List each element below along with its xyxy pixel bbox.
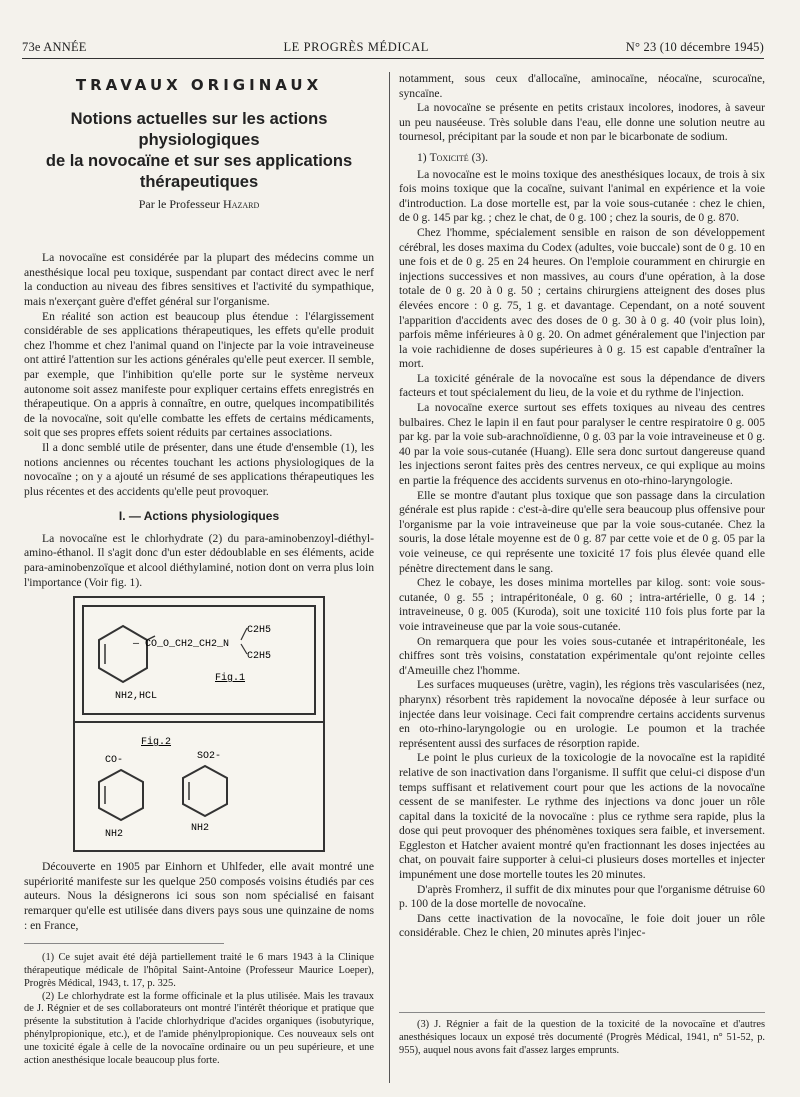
- discovery-paragraph: Découverte en 1905 par Einhorn et Uhlfeder, elle avait montré une supériorité manifeste sur les quelque 250 composés voisins étudiés par ces auteurs. Nous la désignerons ici sous son nom spécialisé en faisant remarquer qu'elle est utilisée dans divers pays sous une quinzaine de noms : en France,: [24, 860, 374, 932]
- toxicity-paragraph-1: La novocaïne est le moins toxique des anesthésiques locaux, de trois à six fois moins toxique que la cocaïne, suivant l'animal en expérience et la voie d'introduction. La dose mortelle est, par la voie sous-cutanée : chez le chien, de 0 g. 145 par kg. ; chez le chat, de 0 g. 100 ; chez la souris, de 0 g. 870.: [399, 167, 765, 225]
- footnote-1: (1) Ce sujet avait été déjà partiellement traité le 6 mars 1943 à la Clinique thérapeutique médicale de l'hôpital Saint-Antoine (Professeur Maurice Loeper), Progrès Médical, 1943, t. 17, p. 325.: [24, 952, 374, 989]
- physical-properties: La novocaïne se présente en petits cristaux incolores, inodores, à saveur un peu nauséeuse. Très soluble dans l'eau, elle donne une solution neutre au tournesol, précipitant par la soude et non par le bicarbonate de sodium.: [399, 101, 765, 144]
- chemical-figure: [73, 596, 325, 852]
- author-name: Hazard: [223, 196, 260, 211]
- author-prefix: Par le Professeur: [138, 196, 221, 211]
- ester-chain: — CO_O_CH2_CH2_N: [133, 639, 230, 651]
- intro-paragraph-1: La novocaïne est considérée par la plupart des médecins comme un anesthésique local peu toxique, suspendant par contact direct avec le nerf la conduction au niveau des fibres sensitives et l'activité du sympathique, mais n'exerçant guère d'effet général sur l'organisme.: [24, 251, 374, 308]
- ethyl-group-bottom: C2H5: [247, 651, 272, 663]
- fig1-label: Fig.1: [215, 673, 246, 685]
- header-rule: [22, 58, 764, 59]
- column-divider: [389, 72, 390, 1083]
- amine-salt-label: NH2,HCL: [115, 691, 158, 703]
- section-heading: I. — Actions physiologiques: [118, 509, 280, 524]
- right-column: [399, 72, 765, 941]
- footnote-rule: [24, 943, 224, 944]
- chemistry-paragraph: La novocaïne est le chlorhydrate (2) du para-aminobenzoyl-diéthyl-amino-éthanol. Il s'agit donc d'un ester dédoublable en ses éléments, acide para-aminobenzoïque et alcool diéthylaminé, notion dont on verra plus loin l'importance (Voir fig. 1).: [24, 531, 374, 589]
- toxicity-reference: (3).: [471, 150, 488, 164]
- intro-paragraph-2: En réalité son action est beaucoup plus étendue : l'élargissement considérable de ses applications thérapeutiques, les effets qu'elle produit chez l'homme et chez l'animal quand on l'injecte par la voie intraveineuse ont attiré l'attention sur les actions générales qu'elle peut exercer. Il semble, par exemple, que l'inhibition qu'elle porte sur le système nerveux autonome soit assez manifeste pour expliquer certains effets enregistrés en thérapeutique. On a appris à connaître, en outre, quelques incompatibilités de la novocaïne, soit qu'elle combatte les effets de certains médicaments, soit que ses propres effets soient réduits par certaines associations.: [24, 309, 374, 440]
- toxicity-paragraph-6: Chez le cobaye, les doses minima mortelles par kilog. sont: voie sous-cutanée, 0 g. 55 ; intrapéritonéale, 0 g. 60 ; intra-artérielle, 0 g. 14 ; intraveineuse, 0 g. 005 (Kuroda), soit une toxicité 110 fois plus forte par la voie intraveineuse que par la voie sous-cutanée.: [399, 576, 765, 633]
- fig2-left-amine: NH2: [105, 829, 124, 841]
- toxicity-heading: [399, 151, 765, 166]
- volume-year: 73e ANNÉE: [22, 40, 87, 54]
- fig2-right-amine: NH2: [191, 823, 210, 835]
- footnote-2: (2) Le chlorhydrate est la forme officinale et la plus utilisée. Mais les travaux de J. Régnier et de ses collaborateurs ont montré l'intérêt théorique et pratique que présente la substitution à l'acide chlorhydrique d'acides organiques (isobutyrique, phénylpropionique, etc.), et de l'amide phénylpropionique. Ces nouveaux sels ont une toxicité égale à celle de la novocaïne ordinaire ou un peu supérieure, et une action anesthésique locale beaucoup plus forte.: [24, 990, 374, 1066]
- left-column: [24, 72, 374, 1067]
- intro-paragraph-3: Il a donc semblé utile de présenter, dans une étude d'ensemble (1), les notions anciennes ou récentes touchant les actions physiologiques de la novocaïne ; on y a ajouté un résumé de ses applications thérapeutiques les plus récentes et des accidents qu'elle peut provoquer.: [24, 440, 374, 498]
- fig2-label: Fig.2: [141, 737, 172, 749]
- footnotes-left: [24, 952, 374, 1067]
- toxicity-paragraph-7: On remarquera que pour les voies sous-cutanée et intrapéritonéale, les chiffres sont très voisins, constatation expérimentale qu'ont rejointe celles d'Ameuille chez l'homme.: [399, 634, 765, 677]
- toxicity-title: Toxicité: [429, 150, 469, 164]
- toxicity-paragraph-8: Les surfaces muqueuses (urètre, vagin), les régions très vascularisées (nez, pharynx) résorbent très rapidement la novocaïne déposée à leur surface ou injectée dans leur voisinage. Ceci fait comprendre certains accidents survenus en oto-rhino-laryngologie ou en urologie. Le poumon et la trachée représentent aussi des surfaces de résorption rapide.: [399, 678, 765, 750]
- fig2-right-group: SO2-: [197, 751, 222, 763]
- footnote-right: [399, 1012, 765, 1057]
- toxicity-paragraph-10: D'après Fromherz, il suffit de dix minutes pour que l'organisme détruise 60 p. 100 de la dose mortelle de novocaïne.: [399, 882, 765, 911]
- running-head: [22, 40, 764, 55]
- toxicity-paragraph-4: La novocaïne exerce surtout ses effets toxiques au niveau des centres bulbaires. Chez le lapin il en faut pour paralyser le centre respiratoire 0 g. 005 par kg. par la voie sub-arachnoïdienne, 0 g. 03 par la voie intraveineuse et 0 g. 40 par la voie sous-cutanée (Huang). Elle sera donc surtout dangereuse quand les injections seront faites près des centres nerveux, ce qui explique au moins en partie la fréquence des accidents survenus en oto-rhino-laryngologie.: [399, 401, 765, 488]
- toxicity-paragraph-3: La toxicité générale de la novocaïne est sous la dépendance de divers facteurs et tout spécialement du lieu, de la voie et du rythme de l'injection.: [399, 371, 765, 400]
- ethyl-group-top: C2H5: [247, 625, 272, 637]
- journal-name: LE PROGRÈS MÉDICAL: [283, 40, 429, 54]
- article-title-line-1: Notions actuelles sur les actions physiologiques: [70, 109, 328, 149]
- benzene-ring-fig1: [99, 626, 147, 682]
- footnote-3: (3) J. Régnier a fait de la question de la toxicité de la novocaïne et d'autres anesthésiques locaux un exposé très documenté (Progrès Médical, 1941, n° 51-52, p. 955), auquel nous avons fait d'assez larges emprunts.: [399, 1019, 765, 1056]
- toxicity-paragraph-5: Elle se montre d'autant plus toxique que son passage dans la circulation générale est plus rapide : c'est-à-dire qu'elle sera beaucoup plus offensive pour l'organisme par la voie intraveineuse que par la voie sous-cutanée. Chez la souris, la dose létale moyenne est de 0 g. 87 par cette voie et de 0 g. 05 par la voie veineuse, ce qui représente une toxicité 17 fois plus élevée quand elle pénètre directement dans le sang.: [399, 488, 765, 575]
- chemical-structure-drawing: [75, 598, 323, 850]
- toxicity-paragraph-9: Le point le plus curieux de la toxicologie de la novocaïne est la rapidité relative de son inactivation dans l'organisme. Il suffit que celui-ci dispose d'un temps suffisant et relativement court pour que les actions de la novocaïne cessent de se manifester. Le rythme des injections va donc jouer un rôle capital dans la toxicité de la novocaïne : plus ce rythme sera rapide, plus la dose qui peut provoquer des phénomènes toxiques sera faible, et inversement. Eggleston et Hatcher avaient montré qu'en fractionnant les doses injectées au chat, on pouvait faire supporter à celui-ci plusieurs doses mortelles et injecter impunément une dose mortelle toutes les 20 minutes.: [399, 751, 765, 882]
- toxicity-paragraph-11: Dans cette inactivation de la novocaïne, le foie doit jouer un rôle considérable. Chez le chien, 20 minutes après l'injec-: [399, 911, 765, 940]
- n-bond-down: [241, 644, 247, 654]
- toxicity-paragraph-2: Chez l'homme, spécialement sensible en raison de son développement cérébral, les doses maxima du Codex (adultes, voie buccale) sont de 0 g. 10 en une fois et de 0 g. 25 en 24 heures. On l'emploie couramment en chirurgie en injections successives et non massives, au cours d'une opération, à la dose totale de 0 g. 20 à 0 g. 50 ; certains chirurgiens atteignent des doses plus élevées encore : 0 g. 75, 1 g. et davantage. Cependant, on a noté souvent l'apparition d'accidents avec des doses de 0 g. 30 à 0 g. 40 (voir plus loin), parfois même inférieures à 0 g. 20. On admet généralement que l'injection par la voie rachidienne de doses supérieures à 0 g. 15 est capable d'entraîner la mort.: [399, 225, 765, 371]
- names-continuation: notamment, sous ceux d'allocaïne, aminocaïne, néocaïne, scurocaïne, syncaïne.: [399, 72, 765, 100]
- fig2-left-group: CO-: [105, 755, 124, 767]
- article-title-line-2: de la novocaïne et sur ses applications thérapeutiques: [45, 151, 353, 191]
- section-banner: TRAVAUX ORIGINAUX: [75, 76, 323, 94]
- author-line: [24, 197, 374, 212]
- issue-date: N° 23 (10 décembre 1945): [625, 40, 764, 54]
- article-title: [24, 109, 374, 193]
- toxicity-number: 1): [417, 150, 427, 164]
